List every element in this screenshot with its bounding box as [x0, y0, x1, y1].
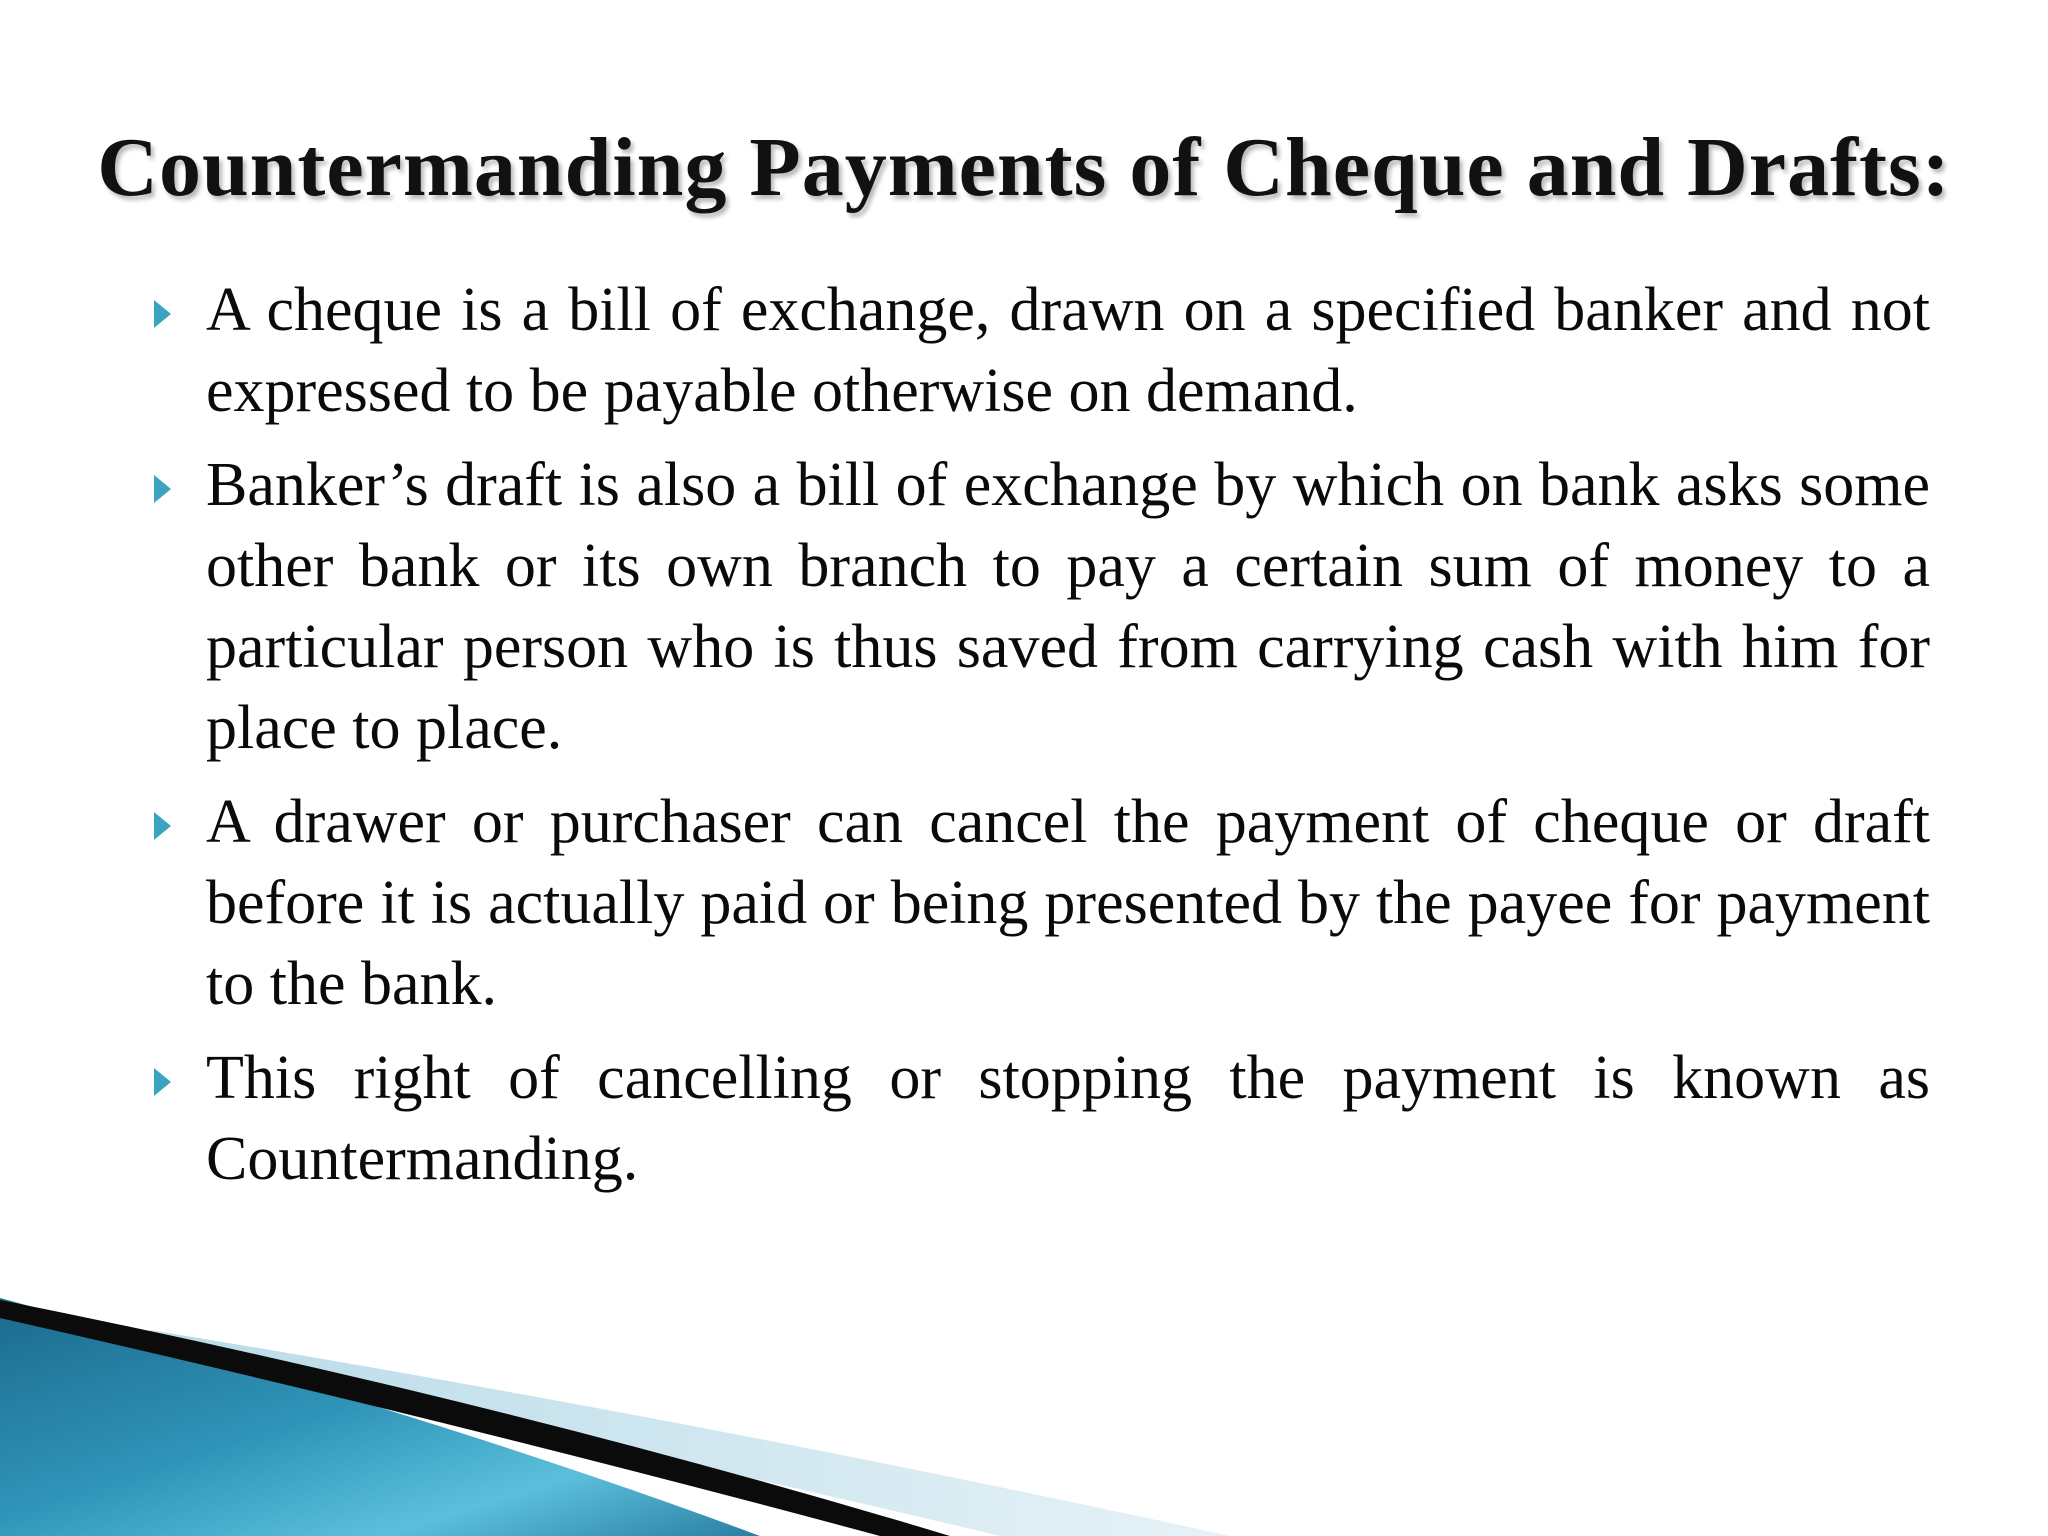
bullet-text: This right of cancelling or stopping the payment is known as Countermanding.	[206, 1044, 1930, 1193]
slide-title: Countermanding Payments of Cheque and Drafts:	[97, 121, 1951, 214]
bullet-text: A cheque is a bill of exchange, drawn on a specified banker and not expressed to be payable otherwise on demand.	[206, 276, 1930, 425]
bullet-text: A drawer or purchaser can cancel the payment of cheque or draft before it is actually paid or being presented by the payee for payment to the bank.	[206, 788, 1930, 1018]
bullet-text: Banker’s draft is also a bill of exchange by which on bank asks some other bank or its own branch to pay a certain sum of money to a particular person who is thus saved from carrying cash with him for place to place.	[206, 451, 1930, 762]
